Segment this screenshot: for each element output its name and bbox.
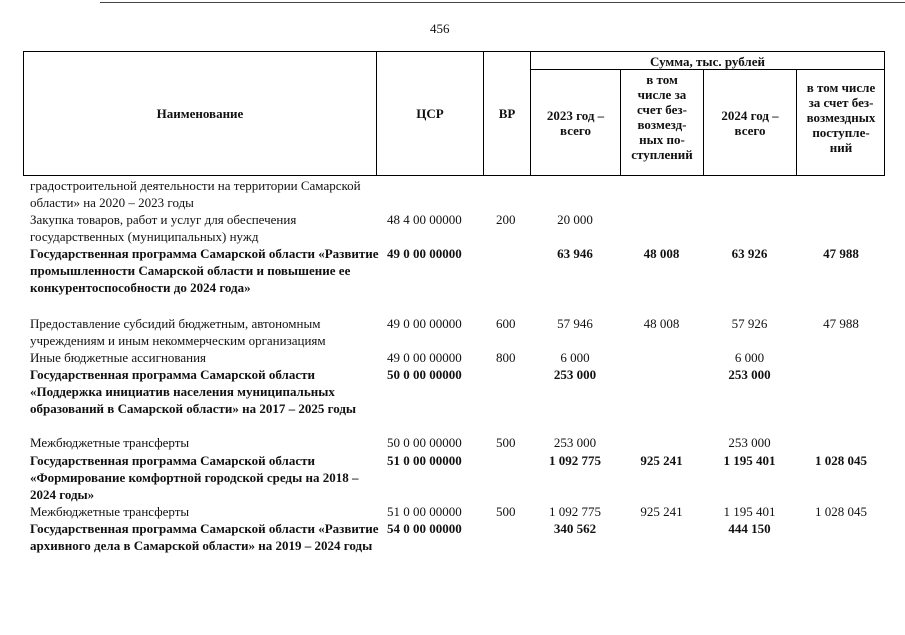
row-2023-free: 925 241: [640, 453, 683, 468]
page-number: 456: [430, 21, 450, 36]
row-2024-free: 47 988: [823, 246, 859, 261]
row-csr: 50 0 00 00000: [387, 435, 462, 450]
header-name: Наименование: [156, 106, 244, 121]
header-2024-free: в том числе за счет без- возмездных поступле- ний: [806, 80, 876, 155]
row-csr: 50 0 00 00000: [387, 367, 462, 382]
row-vr: 500: [496, 504, 516, 519]
row-2024-total: 253 000: [728, 367, 771, 382]
row-2023-total: 1 092 775: [549, 504, 601, 519]
row-vr: 600: [496, 316, 516, 331]
header-2023-free: в том числе за счет без- возмезд- ных по- ступлений: [631, 72, 693, 162]
row-2024-total: 63 926: [731, 246, 768, 261]
row-2023-total: 57 946: [557, 316, 593, 331]
row-2023-total: 20 000: [557, 212, 593, 227]
row-2023-free: 925 241: [640, 504, 683, 519]
row-vr: 500: [496, 435, 516, 450]
row-csr: 51 0 00 00000: [387, 504, 462, 519]
row-vr: 200: [496, 212, 516, 227]
row-name: Закупка товаров, работ и услуг для обеспечения государственных (муниципальных) нужд: [30, 212, 297, 244]
row-name: Государственная программа Самарской области «Развитие архивного дела в Самарской области» на 2019 – 2024 годы: [30, 521, 379, 553]
header-csr: ЦСР: [416, 106, 444, 121]
row-2024-total: 1 195 401: [723, 504, 776, 519]
row-csr: 49 0 00 00000: [387, 350, 462, 365]
top-rule: [100, 2, 905, 3]
row-name: Иные бюджетные ассигнования: [30, 350, 207, 365]
row-name: Межбюджетные трансферты: [30, 504, 190, 519]
row-vr: 800: [496, 350, 516, 365]
row-2023-total: 253 000: [553, 367, 597, 382]
row-2023-free: 48 008: [643, 316, 680, 331]
header-vr: ВР: [498, 106, 516, 121]
row-2024-total: 253 000: [728, 435, 771, 450]
row-2024-total: 57 926: [731, 316, 768, 331]
row-2024-total: 1 195 401: [723, 453, 776, 468]
row-name: Государственная программа Самарской области «Развитие промышленности Самарской области и повышение ее конкурентоспособности до 2024 года»: [30, 246, 379, 295]
row-name: градостроительной деятельности на территории Самарской области» на 2020 – 2023 годы: [30, 178, 361, 210]
row-name: Предоставление субсидий бюджетным, автономным учреждениям и иным некоммерческим организациям: [30, 316, 326, 348]
row-csr: 51 0 00 00000: [387, 453, 462, 468]
row-csr: 54 0 00 00000: [387, 521, 462, 536]
row-2023-total: 63 946: [557, 246, 593, 261]
row-2023-total: 253 000: [553, 435, 597, 450]
row-2023-total: 340 562: [553, 521, 597, 536]
row-2024-total: 444 150: [728, 521, 771, 536]
row-2024-total: 6 000: [734, 350, 765, 365]
row-csr: 48 4 00 00000: [387, 212, 462, 227]
row-2023-total: 1 092 775: [549, 453, 601, 468]
header-2024-total: 2024 год – всего: [721, 108, 779, 138]
header-2023-total: 2023 год – всего: [546, 108, 605, 138]
row-2024-free: 1 028 045: [815, 453, 867, 468]
row-2023-total: 6 000: [560, 350, 590, 365]
header-sum-group: Сумма, тыс. рублей: [650, 54, 765, 69]
row-name: Государственная программа Самарской области «Поддержка инициатив населения муниципальных образований в Самарской области» на 2017 – 2025 годы: [30, 367, 357, 416]
row-2024-free: 47 988: [823, 316, 859, 331]
row-csr: 49 0 00 00000: [387, 246, 462, 261]
row-name: Межбюджетные трансферты: [30, 435, 190, 450]
row-2024-free: 1 028 045: [815, 504, 867, 519]
row-2023-free: 48 008: [643, 246, 680, 261]
row-name: Государственная программа Самарской области «Формирование комфортной городской среды на 2018 – 2024 годы»: [30, 453, 359, 502]
row-csr: 49 0 00 00000: [387, 316, 462, 331]
